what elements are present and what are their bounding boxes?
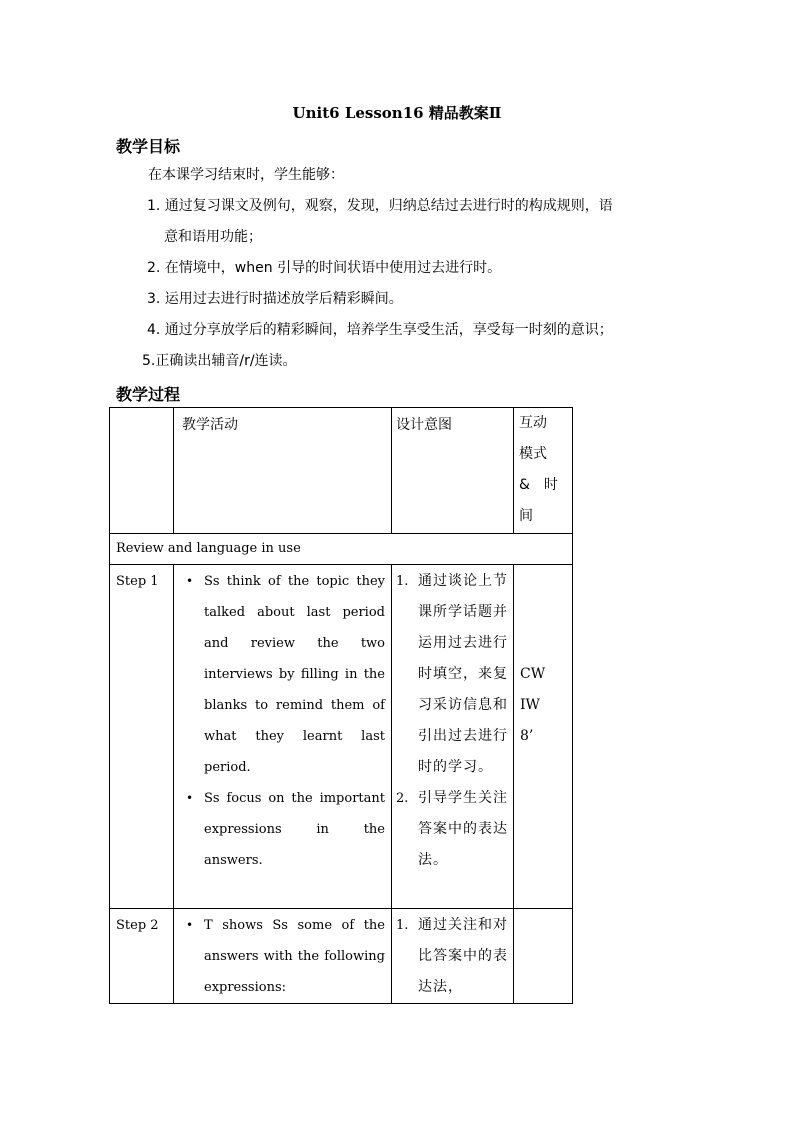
intent-text: 通过谈论上节课所学话题并运用过去进行时填空，来复习采访信息和引出过去进行时的学习。	[418, 573, 508, 775]
intent-cell	[392, 565, 514, 909]
section-cell	[110, 534, 573, 565]
objective-item: 2. 在情境中，when 引导的时间状语中使用过去进行时。	[147, 260, 502, 276]
process-heading: 教学过程	[116, 385, 181, 404]
section-label: Review and language in use	[116, 541, 301, 556]
header-activity-cell	[174, 408, 392, 534]
activities-list	[174, 566, 391, 876]
document-title: Unit6 Lesson16 精品教案Ⅱ	[292, 104, 502, 122]
mode-values	[514, 565, 572, 752]
table-row	[110, 909, 573, 1004]
activity-item: • Ss think of the topic they talked about last period and review the two interviews by filling in the blanks to remind them of what they learnt last period.	[204, 566, 391, 783]
intent-item	[396, 566, 513, 783]
header-activity: 教学活动	[182, 417, 238, 433]
objective-item: 1. 通过复习课文及例句，观察，发现，归纳总结过去进行时的构成规则，语	[147, 198, 613, 214]
intent-list	[392, 910, 513, 1003]
mode-cell	[514, 909, 573, 1004]
section-row	[110, 534, 573, 565]
intent-text: 引导学生关注答案中的表达法。	[418, 790, 508, 868]
header-mode-cell	[514, 408, 573, 534]
intent-number: 1.	[396, 574, 409, 589]
objectives-heading: 教学目标	[116, 137, 181, 156]
intent-item	[396, 910, 513, 1003]
mode-line: 8’	[520, 728, 534, 744]
objective-item: 3. 运用过去进行时描述放学后精彩瞬间。	[147, 291, 403, 307]
mode-line: CW	[520, 666, 546, 682]
mode-line: IW	[520, 697, 540, 713]
teaching-process-table	[109, 407, 573, 1004]
objective-item: 4. 通过分享放学后的精彩瞬间，培养学生享受生活，享受每一时刻的意识；	[147, 322, 613, 338]
mode-cell	[514, 565, 573, 909]
table-header-row	[110, 408, 573, 534]
activity-item: • T shows Ss some of the answers with the following expressions:	[204, 910, 391, 1003]
activities-cell	[174, 565, 392, 909]
activities-cell	[174, 909, 392, 1004]
intent-list	[392, 566, 513, 876]
activity-item: • Ss focus on the important expressions in the answers.	[204, 783, 391, 876]
header-mode-line: 互动	[519, 415, 547, 431]
header-intent: 设计意图	[396, 417, 452, 433]
intent-number: 2.	[396, 791, 409, 806]
step-label: Step 1	[116, 574, 159, 589]
header-mode-line: & 时	[519, 477, 558, 493]
header-mode	[514, 408, 572, 532]
header-step-cell	[110, 408, 174, 534]
step-label: Step 2	[116, 918, 159, 933]
intent-cell	[392, 909, 514, 1004]
intent-item	[396, 783, 513, 876]
objective-item: 5.正确读出辅音/r/连读。	[142, 353, 297, 369]
objectives-intro: 在本课学习结束时，学生能够：	[148, 167, 344, 183]
header-mode-line: 模式	[519, 446, 547, 462]
table-row	[110, 565, 573, 909]
header-intent-cell	[392, 408, 514, 534]
header-mode-line: 间	[519, 508, 533, 524]
intent-number: 1.	[396, 918, 409, 933]
step-cell	[110, 909, 174, 1004]
objective-item-continued: 意和语用功能；	[164, 229, 262, 245]
intent-text: 通过关注和对比答案中的表达法，	[418, 917, 508, 995]
step-cell	[110, 565, 174, 909]
activities-list	[174, 910, 391, 1003]
